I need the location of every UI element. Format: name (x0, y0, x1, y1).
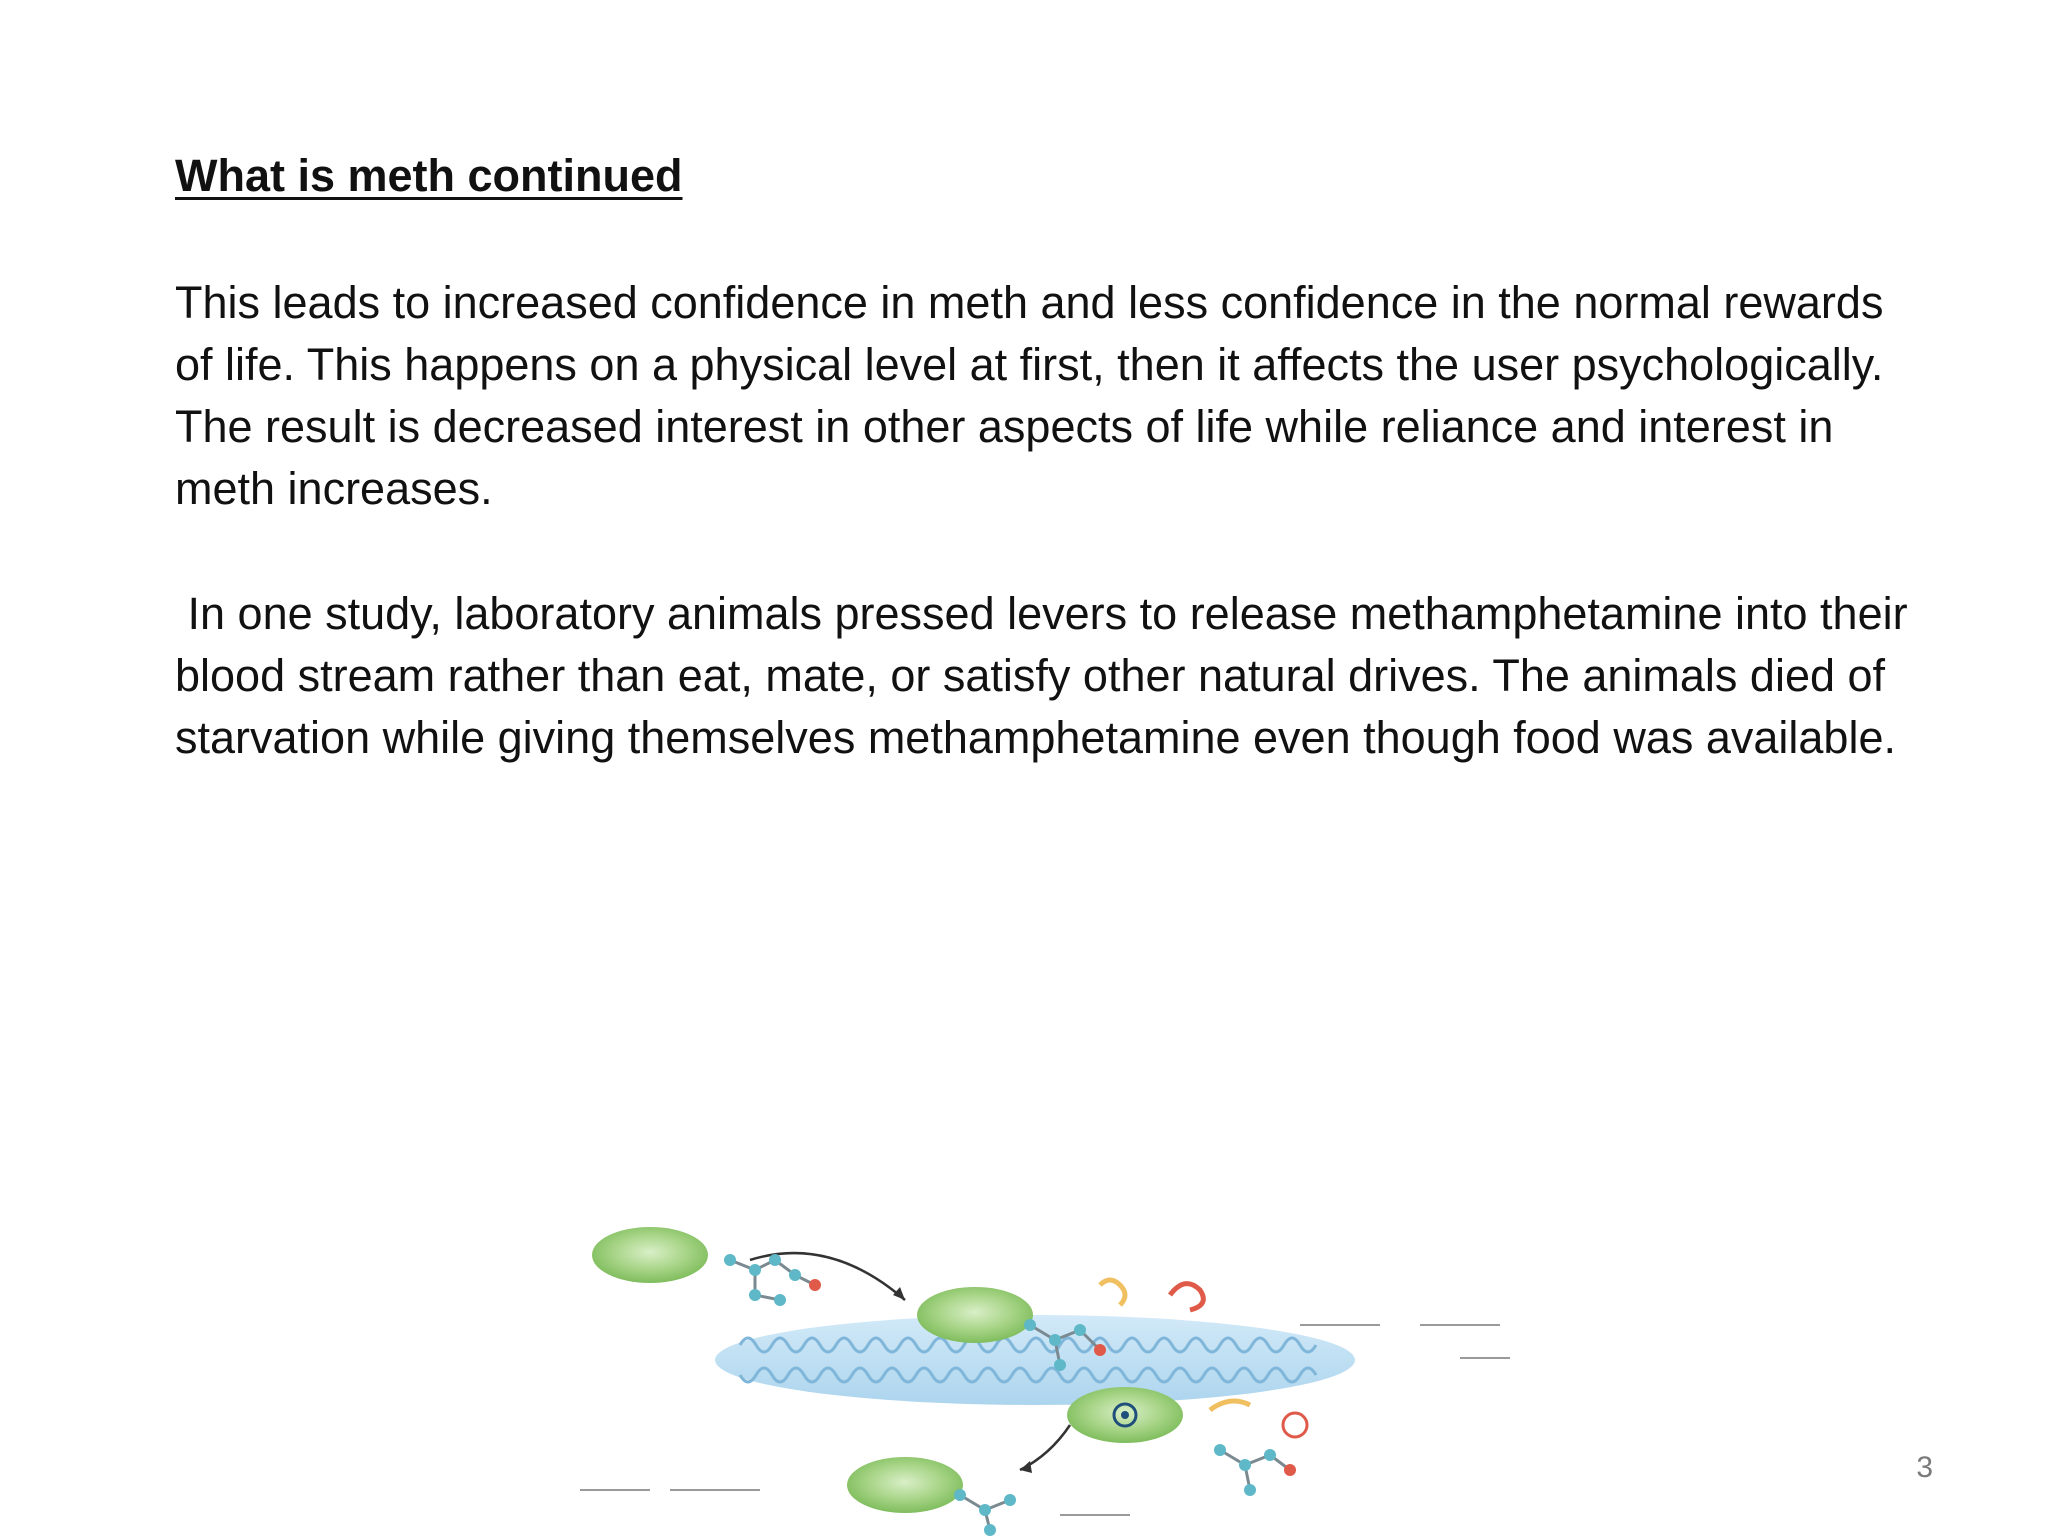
page-number: 3 (1916, 1451, 1933, 1484)
slide-title: What is meth continued (175, 150, 683, 201)
vesicle-2 (917, 1287, 1033, 1343)
molecule-cluster-1 (724, 1254, 821, 1306)
vesicle-1 (592, 1227, 708, 1283)
body-paragraph-1: This leads to increased confidence in meth and less confidence in the normal rewards of life. This happens on a physical level at first, then it affects the user psychologically. The result is decreased interest in other aspects of life while reliance and interest in meth increases. (175, 277, 1884, 514)
molecule-cluster-3 (1210, 1401, 1307, 1496)
vesicle-4 (847, 1457, 963, 1513)
dopamine-receptor-diagram-image (560, 1215, 1520, 1536)
body-paragraph-2: In one study, laboratory animals pressed levers to release methamphetamine into their blood stream rather than eat, mate, or satisfy other natural drives. The animals died of starvation while giving themselves methamphetamine even though food was available. (175, 588, 1921, 763)
molecule-cluster-4 (954, 1489, 1016, 1536)
